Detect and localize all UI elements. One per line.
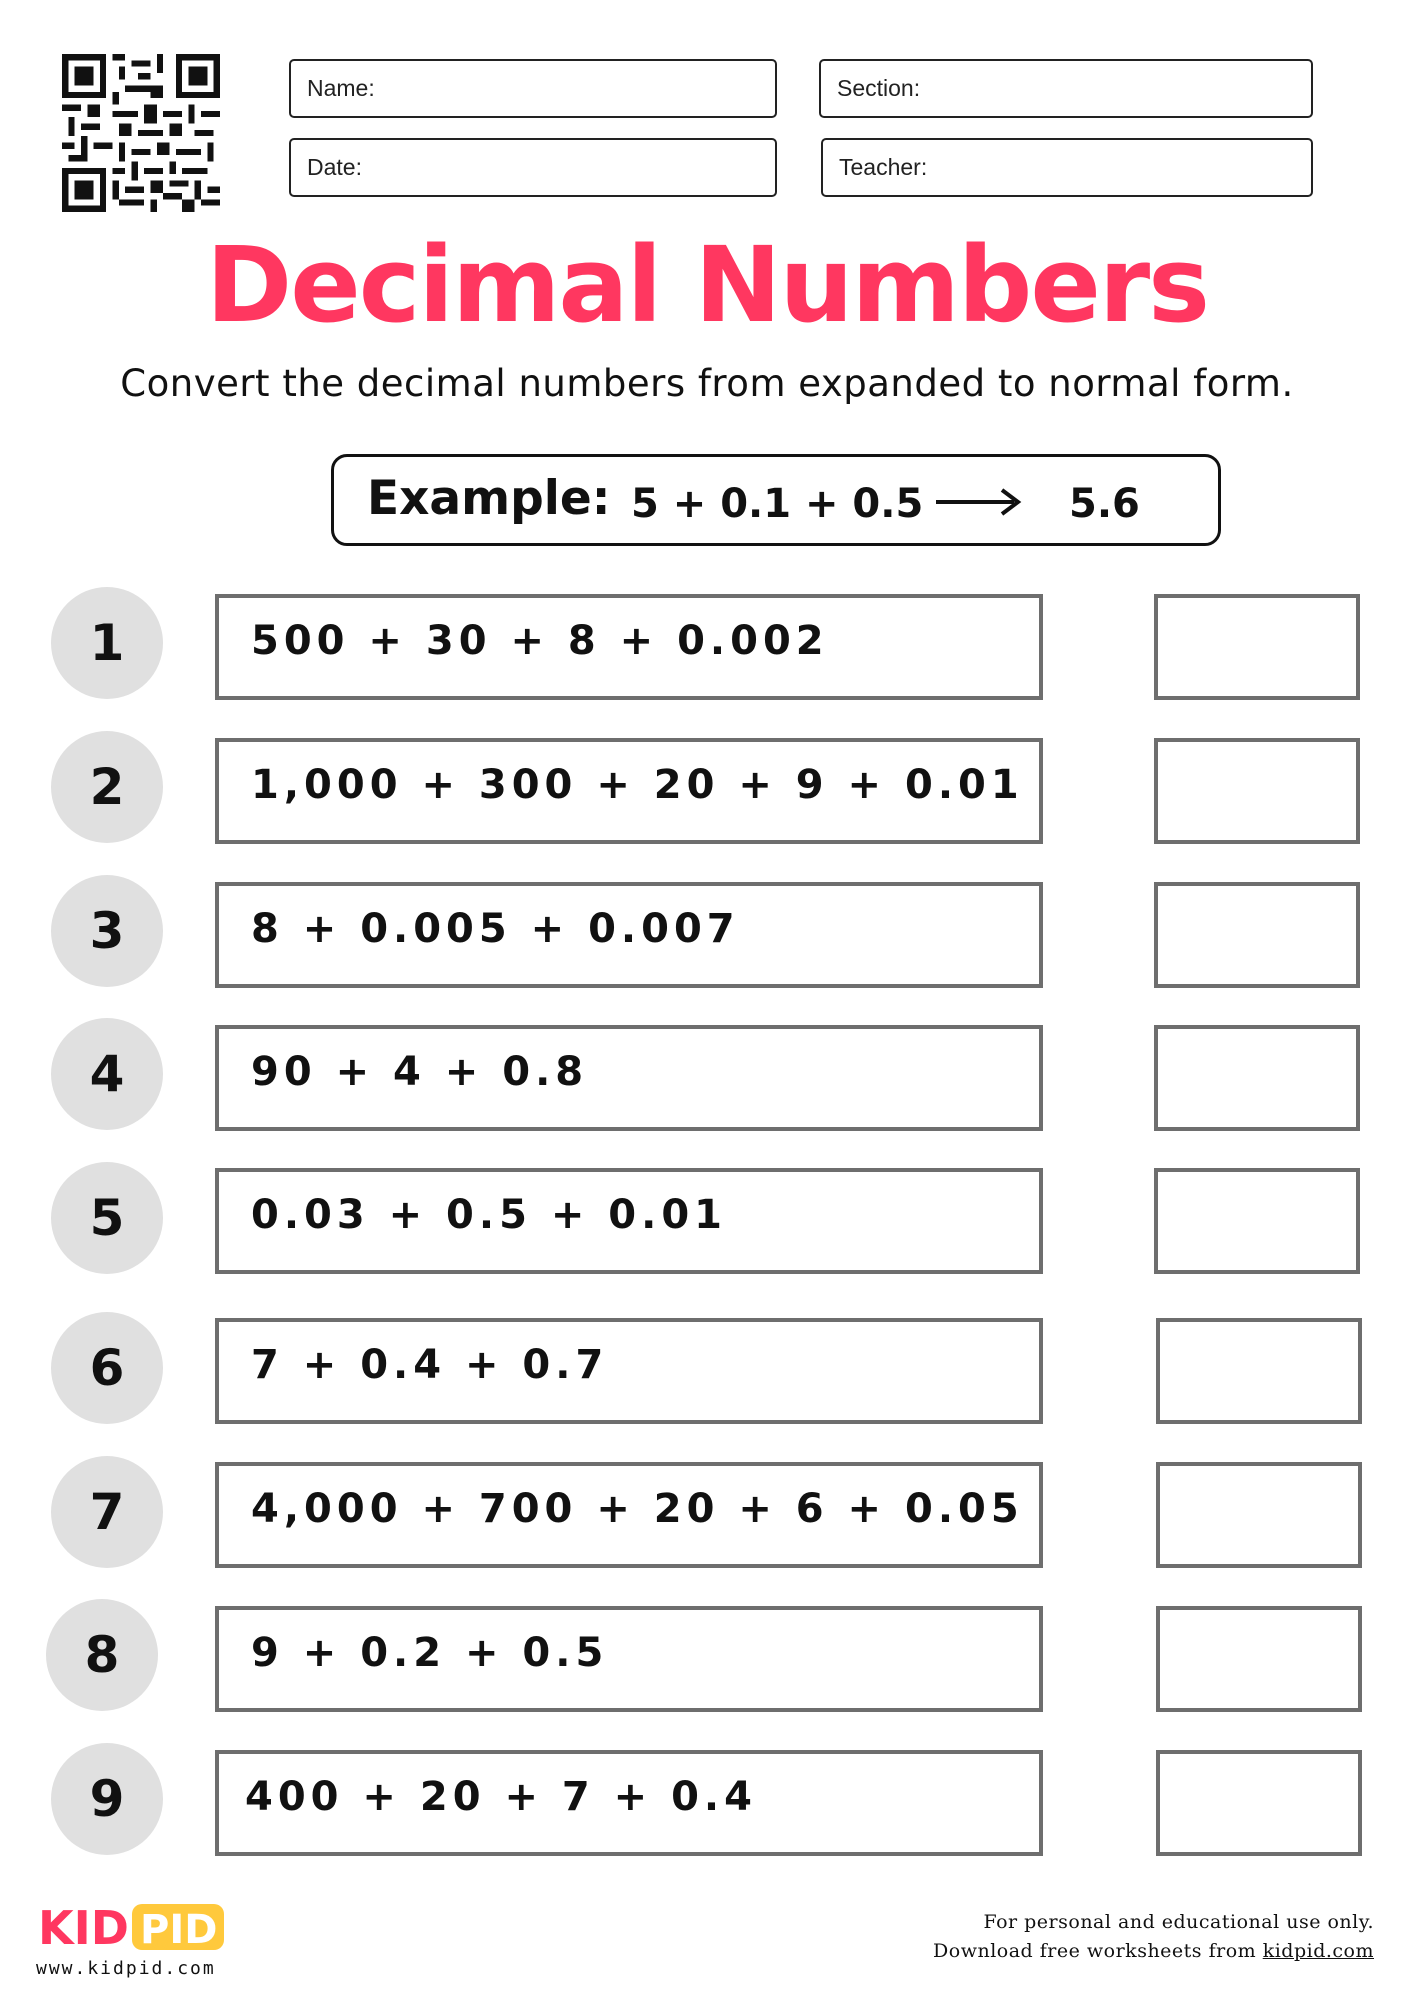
date-label: Date:: [307, 154, 362, 180]
question-expression: 9 + 0.2 + 0.5: [215, 1606, 1043, 1712]
question-number: 8: [46, 1599, 158, 1711]
example-box: [331, 454, 1221, 546]
question-expression: 1,000 + 300 + 20 + 9 + 0.01: [215, 738, 1043, 844]
question-expression: 7 + 0.4 + 0.7: [215, 1318, 1043, 1424]
example-label: Example:: [367, 471, 611, 526]
answer-box[interactable]: [1156, 1606, 1362, 1712]
footer-link[interactable]: kidpid.com: [1262, 1939, 1374, 1962]
qr-code-icon: [62, 54, 220, 212]
teacher-field[interactable]: [821, 138, 1313, 197]
example-result: 5.6: [1069, 481, 1140, 527]
question-expression: 500 + 30 + 8 + 0.002: [215, 594, 1043, 700]
question-expression: 90 + 4 + 0.8: [215, 1025, 1043, 1131]
question-number: 4: [51, 1018, 163, 1130]
question-number: 6: [51, 1312, 163, 1424]
footer: [933, 1908, 1374, 1965]
section-label: Section:: [837, 75, 921, 101]
answer-box[interactable]: [1156, 1462, 1362, 1568]
question-expression: 400 + 20 + 7 + 0.4: [215, 1750, 1043, 1856]
question-expression: 4,000 + 700 + 20 + 6 + 0.05: [215, 1462, 1043, 1568]
example-expression: 5 + 0.1 + 0.5: [631, 481, 924, 527]
brand-url: www.kidpid.com: [36, 1958, 216, 1979]
svg-text:KID: KID: [38, 1901, 129, 1954]
page-title: Decimal Numbers: [205, 224, 1209, 346]
question-number: 1: [51, 587, 163, 699]
teacher-label: Teacher:: [839, 154, 928, 180]
svg-text:PID: PID: [140, 1907, 218, 1953]
question-number: 3: [51, 875, 163, 987]
question-expression: 0.03 + 0.5 + 0.01: [215, 1168, 1043, 1274]
question-number: 2: [51, 731, 163, 843]
footer-line-2: [933, 1937, 1374, 1966]
question-expression: 8 + 0.005 + 0.007: [215, 882, 1043, 988]
instructions: Convert the decimal numbers from expanded to normal form.: [120, 362, 1294, 405]
footer-line-2-prefix: Download free worksheets from: [933, 1939, 1263, 1962]
answer-box[interactable]: [1156, 1750, 1362, 1856]
question-number: 9: [51, 1743, 163, 1855]
answer-box[interactable]: [1154, 1025, 1360, 1131]
kidpid-logo: [36, 1898, 226, 1954]
answer-box[interactable]: [1156, 1318, 1362, 1424]
answer-box[interactable]: [1154, 738, 1360, 844]
name-field[interactable]: [289, 59, 777, 118]
date-field[interactable]: [289, 138, 777, 197]
arrow-right-icon: [934, 482, 1024, 522]
answer-box[interactable]: [1154, 882, 1360, 988]
section-field[interactable]: [819, 59, 1313, 118]
footer-line-1: For personal and educational use only.: [983, 1911, 1374, 1933]
answer-box[interactable]: [1154, 1168, 1360, 1274]
question-number: 5: [51, 1162, 163, 1274]
name-label: Name:: [307, 75, 375, 101]
question-number: 7: [51, 1456, 163, 1568]
answer-box[interactable]: [1154, 594, 1360, 700]
